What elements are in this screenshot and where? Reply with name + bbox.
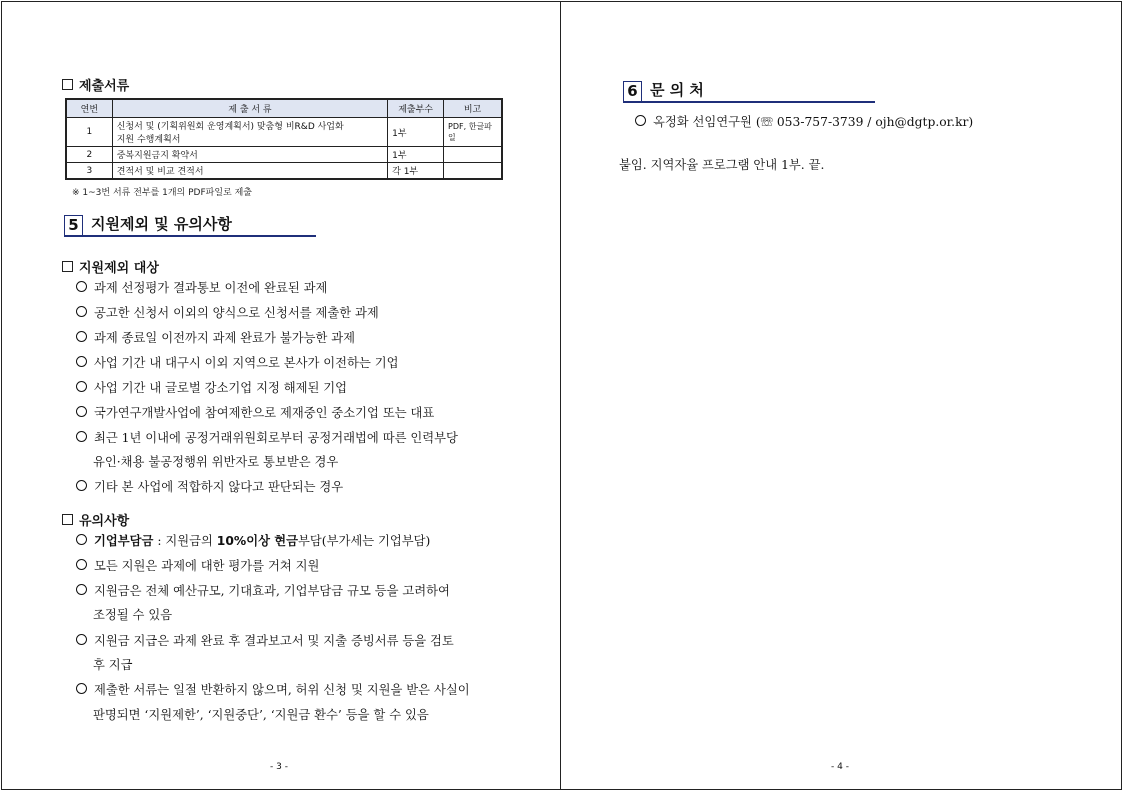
row-number: 1 xyxy=(66,118,112,147)
circle-bullet-icon xyxy=(76,356,87,367)
table-footnote: ※ 1~3번 서류 전부를 1개의 PDF파일로 제출 xyxy=(72,188,252,198)
table-header: 제 출 서 류 xyxy=(112,99,387,118)
list-item: 기타 본 사업에 적합하지 않다고 판단되는 경우 xyxy=(76,477,343,495)
list-item-continuation: 조정될 수 있음 xyxy=(93,608,173,622)
document-line: 지원 수행계획서 xyxy=(116,135,181,145)
circle-bullet-icon xyxy=(76,480,87,491)
circle-bullet-icon xyxy=(76,381,87,392)
count-cell: 1부 xyxy=(388,147,444,163)
circle-bullet-icon xyxy=(76,331,87,342)
section-number-box: 5 xyxy=(64,215,83,236)
count-cell: 1부 xyxy=(388,118,444,147)
circle-bullet-icon xyxy=(76,281,87,292)
circle-bullet-icon xyxy=(635,115,646,126)
list-item: 과제 종료일 이전까지 과제 완료가 불가능한 과제 xyxy=(76,328,355,346)
section-title: 문 의 처 xyxy=(650,81,704,99)
submission-heading: 제출서류 xyxy=(62,75,129,94)
square-bullet-icon xyxy=(62,79,73,90)
row-number: 3 xyxy=(66,163,112,180)
note-cell: PDF, 한글파일 xyxy=(444,118,502,147)
table-row xyxy=(66,163,502,180)
list-item: 사업 기간 내 글로벌 강소기업 지정 해제된 기업 xyxy=(76,378,347,396)
square-bullet-icon xyxy=(62,514,73,525)
note-cell xyxy=(444,147,502,163)
list-item: 지원금 지급은 과제 완료 후 결과보고서 및 지출 증빙서류 등을 검토 xyxy=(76,631,454,649)
table-row xyxy=(66,118,502,147)
list-item-continuation: 유인·채용 불공정행위 위반자로 통보받은 경우 xyxy=(93,455,339,469)
list-item: 사업 기간 내 대구시 이외 지역으로 본사가 이전하는 기업 xyxy=(76,353,398,371)
table-header: 제출부수 xyxy=(388,99,444,118)
section-number-box: 6 xyxy=(623,81,642,102)
circle-bullet-icon xyxy=(76,406,87,417)
section-underline xyxy=(623,101,875,103)
page-3 xyxy=(1,1,561,790)
submission-table xyxy=(65,98,503,180)
count-cell: 각 1부 xyxy=(388,163,444,180)
list-item-continuation: 판명되면 ‘지원제한’, ‘지원중단’, ‘지원금 환수’ 등을 할 수 있음 xyxy=(93,708,429,722)
document-cell: 견적서 및 비교 견적서 xyxy=(112,163,387,180)
page-4 xyxy=(560,1,1122,790)
list-item: 모든 지원은 과제에 대한 평가를 거쳐 지원 xyxy=(76,556,319,574)
list-item: 과제 선정평가 결과통보 이전에 완료된 과제 xyxy=(76,278,327,296)
contact-item: 옥정화 선임연구원 (☏ 053-757-3739 / ojh@dgtp.or.kr) xyxy=(635,112,973,130)
list-item-continuation: 후 지급 xyxy=(93,658,133,672)
list-item: 제출한 서류는 일절 반환하지 않으며, 허위 신청 및 지원을 받은 사실이 xyxy=(76,680,470,698)
square-bullet-icon xyxy=(62,261,73,272)
section-6-heading xyxy=(623,79,704,103)
table-header: 비고 xyxy=(444,99,502,118)
notes-heading: 유의사항 xyxy=(62,510,129,529)
table-row xyxy=(66,147,502,163)
circle-bullet-icon xyxy=(76,306,87,317)
section-5-heading xyxy=(64,213,232,237)
circle-bullet-icon xyxy=(76,559,87,570)
list-item: 지원금은 전체 예산규모, 기대효과, 기업부담금 규모 등을 고려하여 xyxy=(76,581,450,599)
document-cell: 중복지원금지 확약서 xyxy=(112,147,387,163)
document-cell xyxy=(112,118,387,147)
circle-bullet-icon xyxy=(76,534,87,545)
document-line: 신청서 및 (기획위원회 운영계획서) 맞춤형 비R&D 사업화 xyxy=(116,122,344,132)
circle-bullet-icon xyxy=(76,584,87,595)
page-number: - 3 - xyxy=(270,762,288,772)
page-number: - 4 - xyxy=(831,762,849,772)
section-title: 지원제외 및 유의사항 xyxy=(91,215,232,233)
row-number: 2 xyxy=(66,147,112,163)
table-header: 연번 xyxy=(66,99,112,118)
section-underline xyxy=(64,235,316,237)
list-item: 기업부담금 : 지원금의 10%이상 현금부담(부가세는 기업부담) xyxy=(76,531,430,549)
list-item: 최근 1년 이내에 공정거래위원회로부터 공정거래법에 따른 인력부당 xyxy=(76,428,458,446)
table-header-row xyxy=(66,99,502,118)
circle-bullet-icon xyxy=(76,683,87,694)
circle-bullet-icon xyxy=(76,431,87,442)
circle-bullet-icon xyxy=(76,634,87,645)
attachment-note: 붙임. 지역자율 프로그램 안내 1부. 끝. xyxy=(619,158,825,172)
list-item: 공고한 신청서 이외의 양식으로 신청서를 제출한 과제 xyxy=(76,303,379,321)
list-item: 국가연구개발사업에 참여제한으로 제재중인 중소기업 또는 대표 xyxy=(76,403,434,421)
exclusion-heading: 지원제외 대상 xyxy=(62,257,159,276)
note-cell xyxy=(444,163,502,180)
